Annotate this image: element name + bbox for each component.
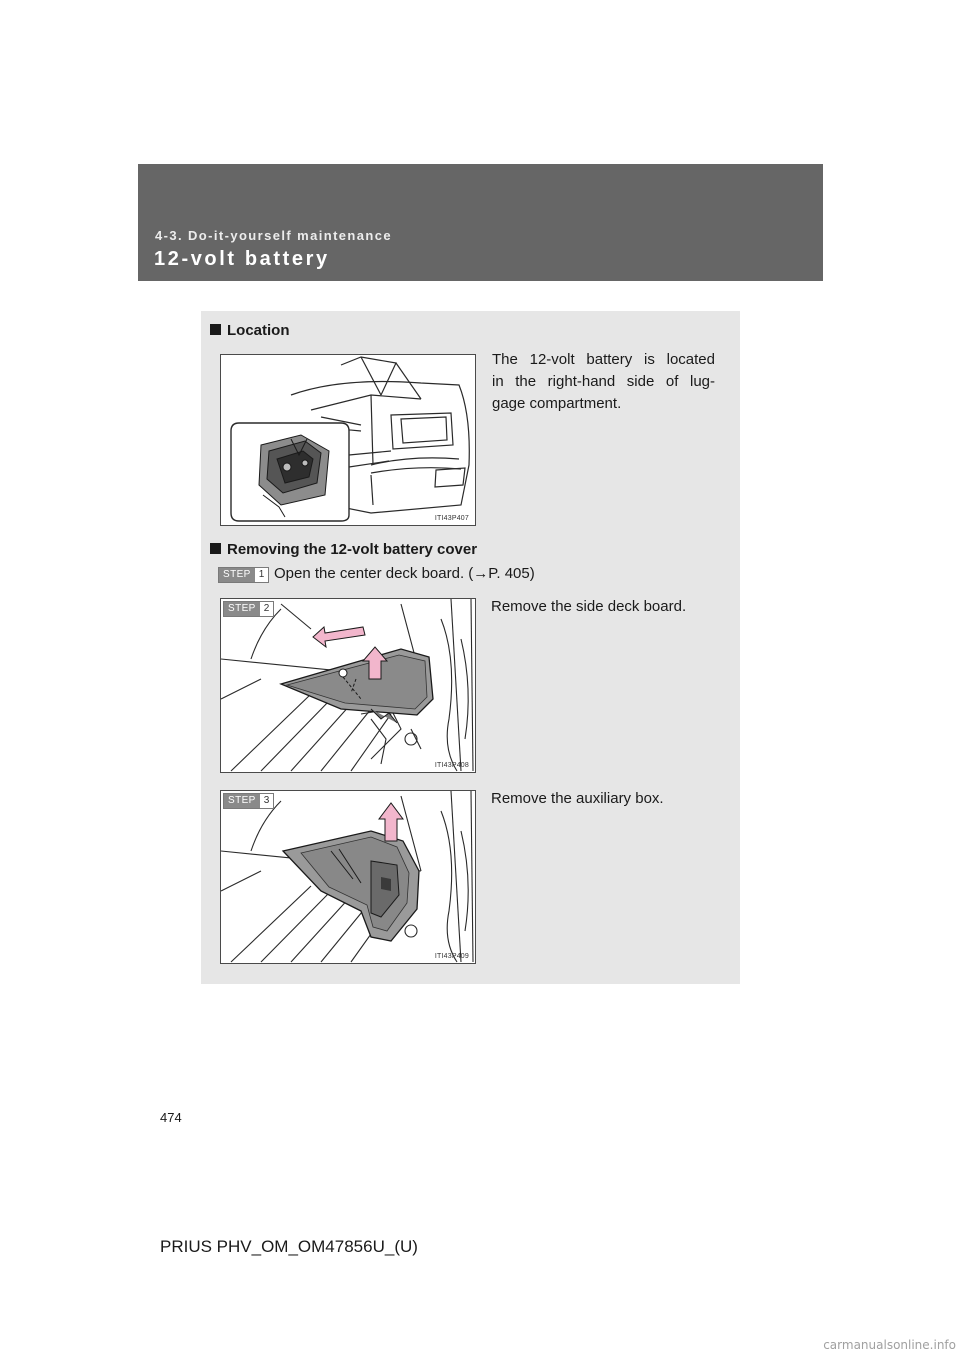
auxiliary-box-illustration xyxy=(221,791,475,963)
battery-location-figure xyxy=(220,354,476,526)
content-panel xyxy=(201,311,740,984)
removing-cover-heading xyxy=(210,541,477,558)
section-label: 4-3. Do-it-yourself maintenance xyxy=(155,228,392,243)
watermark: carmanualsonline.info xyxy=(823,1338,956,1352)
car-rear-illustration xyxy=(221,355,475,525)
step-2-text: Remove the side deck board. xyxy=(491,598,687,615)
step-word: STEP xyxy=(224,602,260,616)
location-heading-text: Location xyxy=(227,322,290,339)
step-2-badge xyxy=(223,601,274,617)
location-heading xyxy=(210,322,290,339)
location-text-line: in the right-hand side of lug- xyxy=(492,373,715,390)
side-deck-board-illustration xyxy=(221,599,475,772)
step-3-badge xyxy=(223,793,274,809)
location-text-line: gage compartment. xyxy=(492,395,622,412)
document-id: PRIUS PHV_OM_OM47856U_(U) xyxy=(160,1237,418,1256)
chapter-header xyxy=(138,164,823,281)
step-word: STEP xyxy=(219,568,255,582)
auxiliary-box-figure xyxy=(220,790,476,964)
step-number: 2 xyxy=(260,602,274,616)
figure-code: ITI43P407 xyxy=(434,515,469,522)
figure-code: ITI43P409 xyxy=(434,953,469,960)
step-word: STEP xyxy=(224,794,260,808)
location-text-line: The 12-volt battery is located xyxy=(492,351,715,368)
step-3-text: Remove the auxiliary box. xyxy=(491,790,664,807)
page-title: 12-volt battery xyxy=(154,248,330,270)
figure-code: ITI43P408 xyxy=(434,762,469,769)
step-1-badge xyxy=(218,567,269,583)
side-deck-board-figure xyxy=(220,598,476,773)
removing-heading-text: Removing the 12-volt battery cover xyxy=(227,541,478,558)
square-bullet-icon xyxy=(210,543,221,554)
page-number: 474 xyxy=(160,1110,182,1125)
step-number: 3 xyxy=(260,794,274,808)
step-number: 1 xyxy=(255,568,269,582)
location-text xyxy=(492,349,715,415)
square-bullet-icon xyxy=(210,324,221,335)
step-1-text: Open the center deck board. (→P. 405) xyxy=(274,565,535,582)
